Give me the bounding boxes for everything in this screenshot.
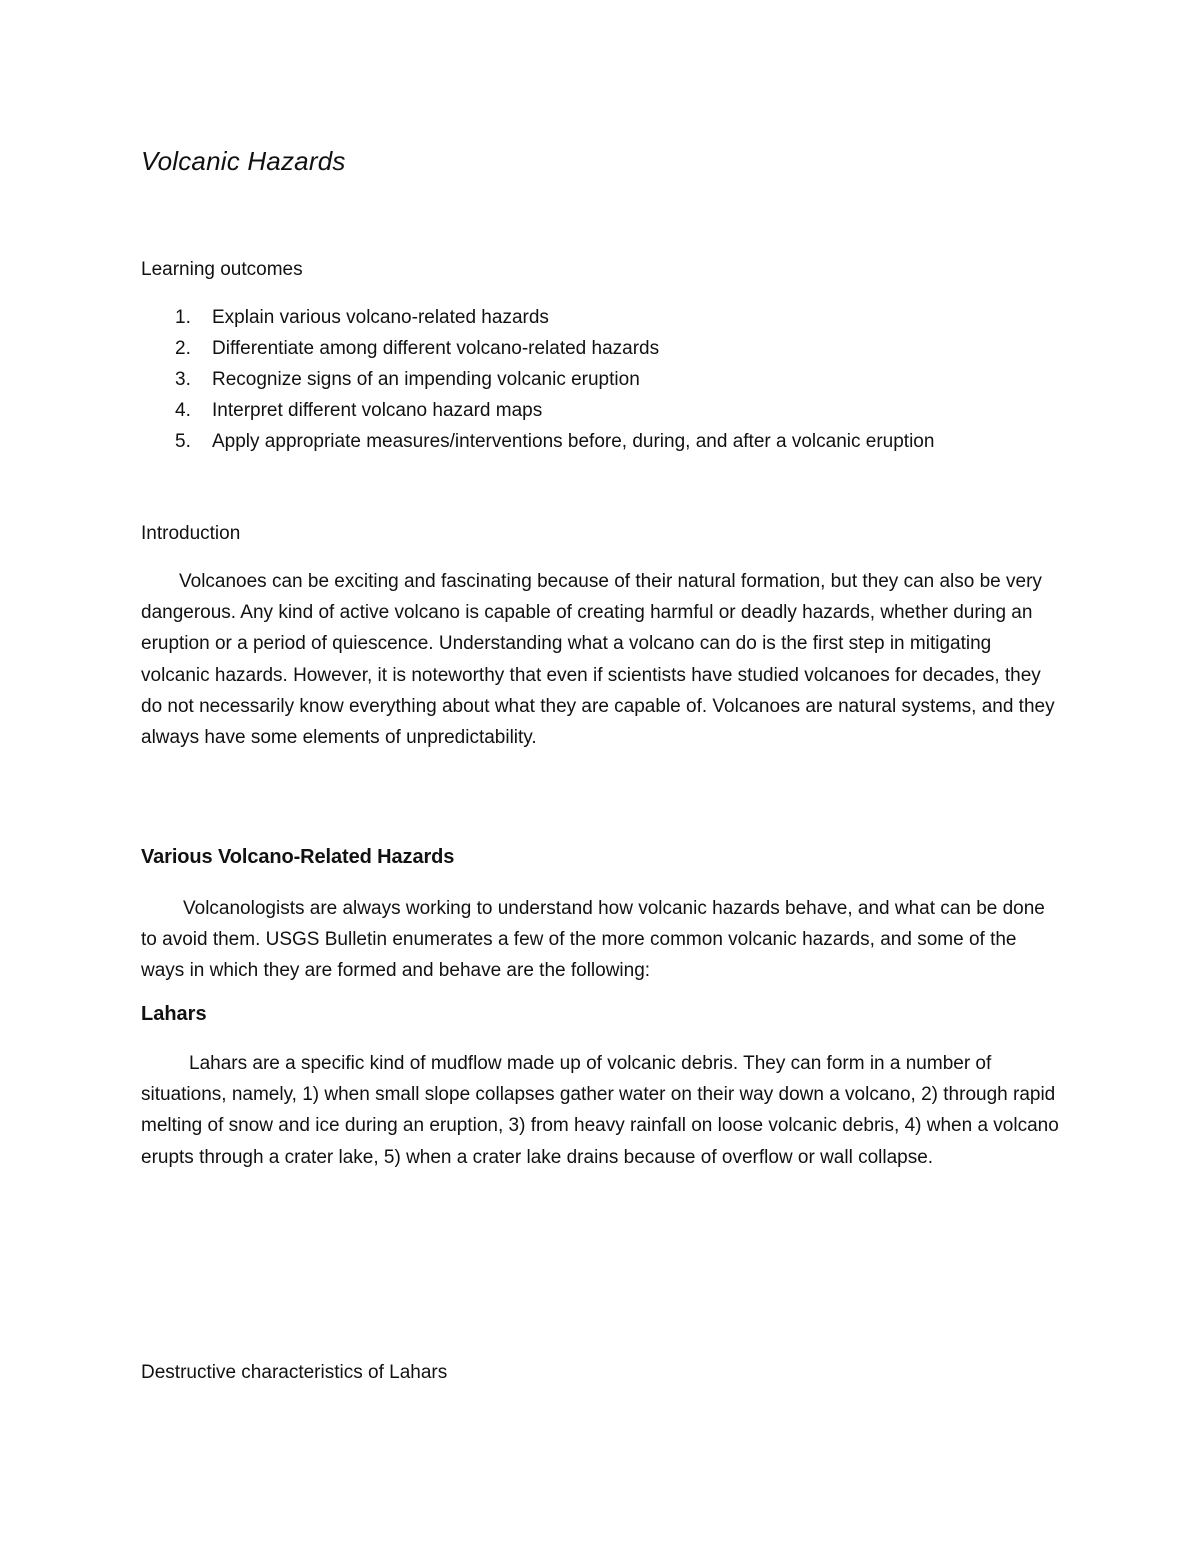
list-item-text: Interpret different volcano hazard maps [212,400,543,421]
lahars-paragraph [141,1048,1061,1173]
learning-outcomes-label: Learning outcomes [141,259,303,280]
introduction-paragraph [141,566,1056,753]
list-item [141,398,1081,429]
learning-outcomes-list [141,305,1081,460]
list-item-number: 4. [175,400,191,421]
list-item [141,305,1081,336]
introduction-text: Volcanoes can be exciting and fascinating because of their natural formation, but they can also be very dangerous. Any kind of active volcano is capable of creating harmful or deadly hazards, whether during an eruption or a period of quiescence. Understanding what a volcano can do is the first step in mitigating volcanic hazards. However, it is noteworthy that even if scientists have studied volcanoes for decades, they do not necessarily know everything about what they are capable of. Volcanoes are natural systems, and they always have some elements of unpredictability. [141,571,1055,749]
section-heading: Various Volcano-Related Hazards [141,846,455,868]
list-item-number: 1. [175,307,191,328]
list-item-number: 3. [175,369,191,390]
list-item [141,367,1081,398]
hazards-text: Volcanologists are always working to understand how volcanic hazards behave, and what can be done to avoid them. USGS Bulletin enumerates a few of the more common volcanic hazards, and some of the ways in which they are formed and behave are the following: [141,898,1045,982]
list-item-text: Recognize signs of an impending volcanic eruption [212,369,640,390]
list-item-number: 2. [175,338,191,359]
lahars-text: Lahars are a specific kind of mudflow made up of volcanic debris. They can form in a number of situations, namely, 1) when small slope collapses gather water on their way down a volcano, 2) through rapid melting of snow and ice during an eruption, 3) from heavy rainfall on loose volcanic debris, 4) when a volcano erupts through a crater lake, 5) when a crater lake drains because of overflow or wall collapse. [141,1053,1059,1168]
list-item [141,336,1081,367]
list-item-text: Differentiate among different volcano-related hazards [212,338,660,359]
page-title: Volcanic Hazards [141,146,346,176]
hazards-paragraph [141,893,1056,987]
introduction-label: Introduction [141,523,241,544]
list-item-number: 5. [175,431,191,452]
list-item [141,429,1081,460]
list-item-text: Explain various volcano-related hazards [212,307,549,328]
destructive-characteristics-label: Destructive characteristics of Lahars [141,1362,448,1383]
lahars-heading: Lahars [141,1003,207,1025]
list-item-text: Apply appropriate measures/interventions before, during, and after a volcanic eruption [212,431,935,452]
